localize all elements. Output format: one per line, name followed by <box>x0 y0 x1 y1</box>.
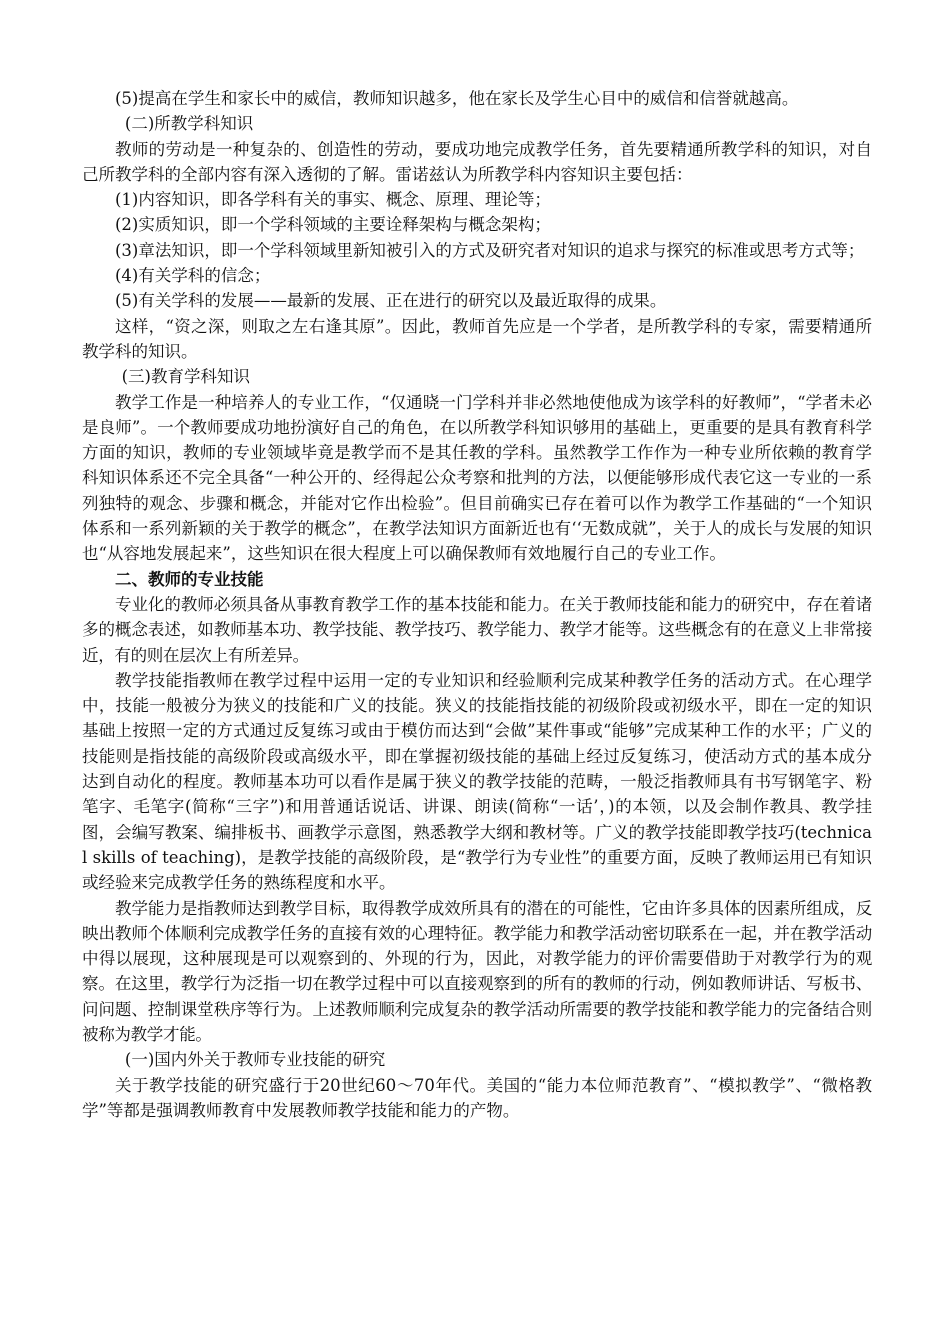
paragraph-skills-research: 关于教学技能的研究盛行于20世纪60～70年代。美国的“能力本位师范教育”、“模拟教学”、“微格教学”等都是强调教师教育中发展教师教学技能和能力的产物。 <box>82 1075 872 1120</box>
list-item-syntactic-knowledge: (3)章法知识，即一个学科领域里新知被引入的方式及研究者对知识的追求与探究的标准或思考方式等； <box>115 240 865 260</box>
list-item-development: (5)有关学科的发展——最新的发展、正在进行的研究以及最近取得的成果。 <box>115 291 667 311</box>
paragraph-teaching-ability: 教学能力是指教师达到教学目标，取得教学成效所具有的潜在的可能性，它由许多具体的因素所组成，反映出教师个体顺利完成教学任务的直接有效的心理特征。教学能力和教学活动密切联系在一起，并在教学活动中得以展现，这种展现是可以观察到的、外现的行为，因此，对教学能力的评价需要借助于对教学行为的观察。在这里，教学行为泛指一切在教学过程中可以直接观察到的所有的教师的行动，例如教师讲话、写板书、问问题、控制课堂秩序等行为。上述教师顺利完成复杂的教学活动所需要的教学技能和教学能力的完备结合则被称为教学才能。 <box>82 898 872 1044</box>
paragraph-teaching-skills: 教学技能指教师在教学过程中运用一定的专业知识和经验顺利完成某种教学任务的活动方式。在心理学中，技能一般被分为狭义的技能和广义的技能。狭义的技能指技能的初级阶段或初级水平，即在一定的知识基础上按照一定的方式通过反复练习或由于模仿而达到“会做”某件事或“能够”完成某种工作的水平；广义的技能则是指技能的高级阶段或高级水平，即在掌握初级技能的基础上经过反复练习，使活动方式的基本成分达到自动化的程度。教师基本功可以看作是属于狭义的教学技能的范畴，一般泛指教师具有书写钢笔字、粉笔字、毛笔字(简称“三字”)和用普通话说话、讲课、朗读(简称“一话’，)的本领，以及会制作教具、教学挂图，会编写教案、编排板书、画教学示意图，熟悉教学大纲和教材等。广义的教学技能即教学技巧(technical skills of teaching)，是教学技能的高级阶段，是“教学行为专业性”的重要方面，反映了教师运用已有知识或经验来完成教学任务的熟练程度和水平。 <box>82 670 872 893</box>
section-heading-skills-research: (一)国内外关于教师专业技能的研究 <box>124 1050 386 1070</box>
section-heading-professional-skills: 二、教师的专业技能 <box>115 569 264 589</box>
section-heading-education-knowledge: (三)教育学科知识 <box>121 367 250 387</box>
paragraph-scholar: 这样，“资之深，则取之左右逢其原”。因此，教师首先应是一个学者，是所教学科的专家，需要精通所教学科的知识。 <box>82 316 872 361</box>
paragraph-education-knowledge: 教学工作是一种培养人的专业工作，“仅通晓一门学科并非必然地使他成为该学科的好教师”，“学者未必是良师”。一个教师要成功地扮演好自己的角色，在以所教学科知识够用的基础上，更重要的是具有教育科学方面的知识，教师的专业领域毕竟是教学而不是其任教的学科。虽然教学工作作为一种专业所依赖的教育学科知识体系还不完全具备“一种公开的、经得起公众考察和批判的方法，以便能够形成代表它这一专业的一系列独特的观念、步骤和概念，并能对它作出检验”。但目前确实已存在着可以作为教学工作基础的“一个知识体系和一系列新颖的关于教学的概念”，在教学法知识方面新近也有‘‘无数成就”，关于人的成长与发展的知识也“从容地发展起来”，这些知识在很大程度上可以确保教师有效地履行自己的专业工作。 <box>82 392 872 564</box>
list-item-beliefs: (4)有关学科的信念； <box>115 266 271 286</box>
list-item-substantive-knowledge: (2)实质知识，即一个学科领域的主要诠释架构与概念架构； <box>115 215 551 235</box>
document-page <box>82 86 872 1123</box>
paragraph-subject-knowledge: 教师的劳动是一种复杂的、创造性的劳动，要成功地完成教学任务，首先要精通所教学科的知识，对自己所教学科的全部内容有深入透彻的了解。雷诺兹认为所教学科内容知识主要包括： <box>82 139 872 184</box>
list-item-content-knowledge: (1)内容知识，即各学科有关的事实、概念、原理、理论等； <box>115 190 551 210</box>
section-heading-subject-knowledge: (二)所教学科知识 <box>124 114 254 134</box>
paragraph-skills-intro: 专业化的教师必须具备从事教育教学工作的基本技能和能力。在关于教师技能和能力的研究中，存在着诸多的概念表述，如教师基本功、教学技能、教学技巧、教学能力、教学才能等。这些概念有的在意义上非常接近，有的则在层次上有所差异。 <box>82 594 872 665</box>
paragraph-authority: (5)提高在学生和家长中的威信，教师知识越多，他在家长及学生心目中的威信和信誉就越高。 <box>115 89 799 108</box>
